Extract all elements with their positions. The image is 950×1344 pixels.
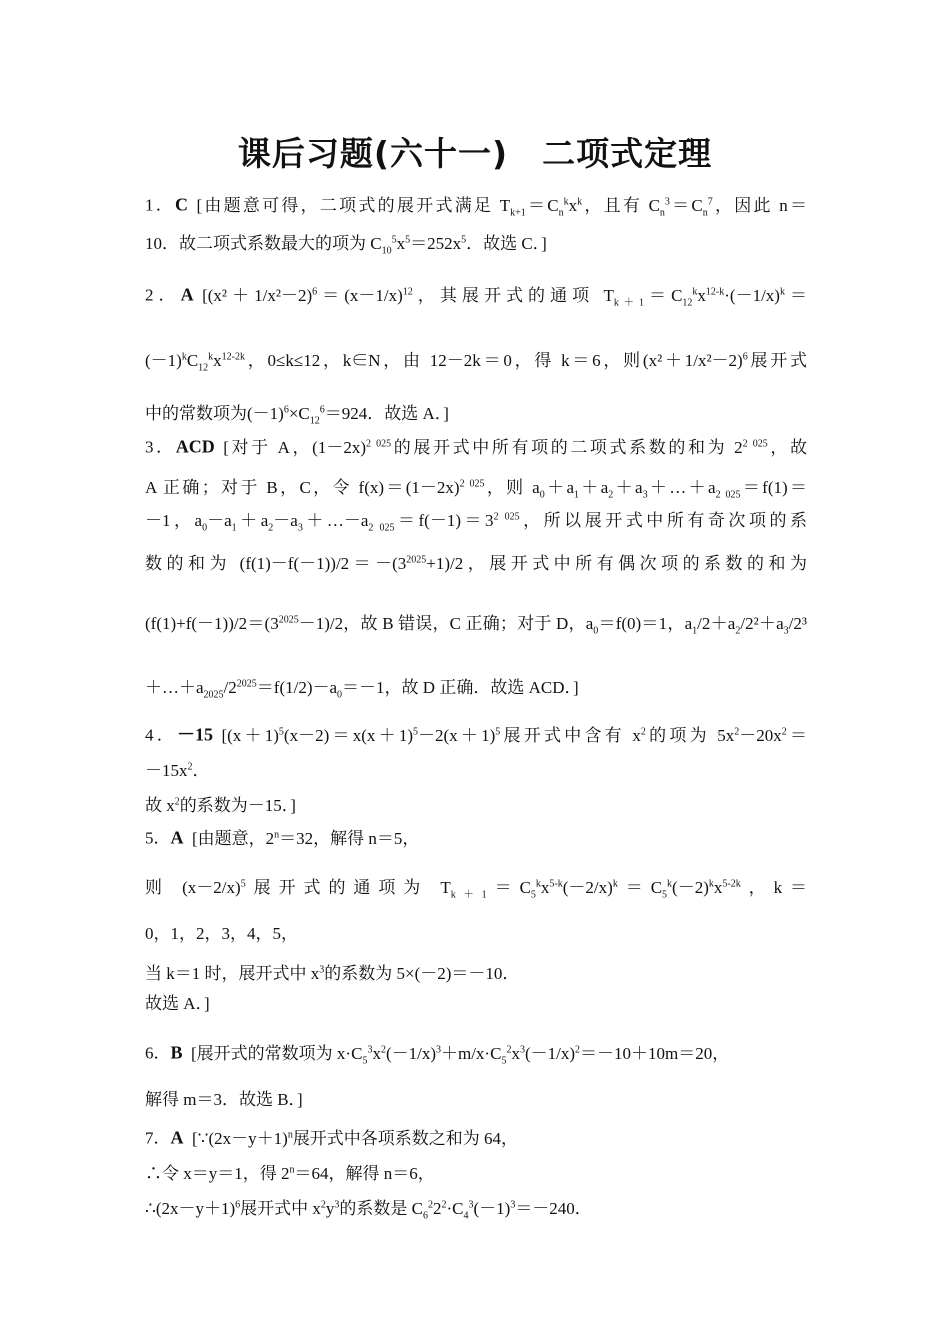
item-3-line-2 (145, 472, 807, 507)
item-5-line-1 (145, 823, 807, 851)
solution-text: A 正确；对于 B，C，令 $f(x)=(1-2x)^{2 025}$，则 $a_0+a_1+a_2+a_3+\dots+a_{2 025}=f(1)=$ (145, 477, 808, 501)
solution-text: 当 k＝1 时，展开式中 $x^3$的系数为 5×(－2)＝－10． (145, 963, 520, 983)
page-title: 课后习题(六十一) 二项式定理 (237, 134, 713, 173)
solution-text: $-15x^2$． (145, 760, 210, 780)
item-number: 2． (145, 285, 181, 305)
item-7-line-2 (145, 1158, 807, 1186)
item-5-line-2 (145, 872, 807, 907)
item-4-line-3 (145, 790, 807, 818)
item-3-line-1 (145, 432, 807, 460)
item-answer: A (170, 827, 184, 848)
solution-text: 故 $x^2$的系数为－15．] (145, 795, 296, 815)
item-3-line-5 (145, 608, 807, 643)
solution-text: 解得 m＝3．故选 B．] (145, 1090, 303, 1109)
item-answer: A (180, 284, 194, 305)
item-3-line-3 (145, 505, 807, 540)
solution-text: [对于 A，$(1-2x)^{2 025}$的展开式中所有项的二项式系数的和为 $2^{2 025}$，故 (223, 437, 808, 457)
item-2-line-1 (145, 280, 807, 315)
solution-text: 故选 A．] (145, 994, 210, 1013)
solution-text: [$(x+1)^5(x-2)=x(x+1)^5-2(x+1)^5$展开式中含有 $x^2$的项为 $5x^2-20x^2=$ (221, 725, 808, 745)
item-number: 4． (145, 725, 177, 745)
item-6-line-2 (145, 1088, 807, 1112)
item-5-line-4 (145, 958, 807, 986)
item-number: 5． (145, 828, 171, 848)
item-2-line-3 (145, 398, 807, 433)
solution-text: [由题意，$2^n=32$，解得 n＝5， (192, 828, 420, 848)
item-7-line-3 (145, 1193, 807, 1228)
solution-text: $(-1)^kC_{12}^kx^{12-2k}$，0≤k≤12，k∈N，由 12－2k＝0，得 k＝6，则$(x^2+1/x^2-2)^6$展开式 (145, 350, 807, 374)
solution-text: $\therefore(2x-y+1)^6$展开式中 $x^2y^3$的系数是 $C_6^22^2\cdot C_4^3(-1)^3=-240$． (145, 1198, 592, 1222)
item-answer: B (170, 1042, 183, 1063)
item-number: 3． (145, 437, 176, 457)
item-4-line-2 (145, 755, 807, 783)
item-number: 1． (145, 195, 176, 215)
item-1-line-2 (145, 228, 807, 263)
solution-text: 数的和为 $(f(1)-f(-1))/2=-(3^{2025}+1)/2$，展开式中所有偶次项的系数的和为 (145, 553, 807, 573)
solution-text: 0，1，2，3，4，5， (145, 924, 298, 943)
solution-text: －1，$a_0-a_1+a_2-a_3+\dots-a_{2 025}=f(-1)=3^{2 025}$，所以展开式中所有奇次项的系 (145, 510, 808, 534)
item-number: 6． (145, 1043, 171, 1063)
item-4-line-1 (145, 720, 807, 748)
solution-text: [$\because(2x-y+1)^n$展开式中各项系数之和为 64， (192, 1128, 519, 1148)
solution-text: 则 $(x-2/x)^5$展开式的通项为 $T_{k+1}=C_5^kx^{5-k}(-2/x)^k=C_5^k(-2)^kx^{5-2k}$，k＝ (145, 877, 808, 901)
item-3-line-6 (145, 672, 807, 707)
solution-text: [展开式的常数项为 $x\cdot C_5^3x^2(-1/x)^3+m/x\cdot C_5^2x^3(-1/x)^2=-10+10m=20$， (191, 1043, 730, 1067)
item-number: 7． (145, 1128, 171, 1148)
solution-text: ∴令 x＝y＝1，得 $2^n=64$，解得 n＝6， (145, 1163, 435, 1183)
item-7-line-1 (145, 1123, 807, 1151)
item-answer: ACD (175, 436, 215, 457)
item-answer: －15 (176, 724, 213, 745)
solution-text: [$(x^2+1/x^2-2)^6=(x-1/x)^{12}$，其展开式的通项 $T_{k+1}=C_{12}^kx^{12-k}\cdot(-1/x)^k=$ (202, 285, 808, 309)
solution-text: $+\dots+a_{2025}/2^{2025}=f(1/2)-a_0=-1$，故 D 正确．故选 ACD．] (145, 677, 579, 701)
item-1-line-1 (145, 190, 807, 225)
item-answer: A (170, 1127, 184, 1148)
item-6-line-1 (145, 1038, 807, 1073)
item-2-line-2 (145, 345, 807, 380)
item-5-line-3 (145, 922, 807, 946)
solution-text: [由题意可得，二项式的展开式满足 $T_{k+1}=C_n^kx^k$，且有 $C_n^3=C_n^7$，因此 n＝ (196, 195, 808, 219)
item-answer: C (175, 194, 189, 215)
solution-text: $(f(1)+f(-1))/2=(3^{2025}-1)/2$，故 B 错误，C 正确；对于 D，$a_0=f(0)=1$，$a_1/2+a_2/2^2+a_3/2^3$ (145, 613, 807, 637)
solution-text: 中的常数项为$(-1)^6\times C_{12}^6=924$．故选 A．] (145, 403, 449, 427)
solution-text: 10．故二项式系数最大的项为 $C_{10}^5x^5=252x^5$．故选 C．] (145, 233, 547, 257)
item-3-line-4 (145, 548, 807, 576)
item-5-line-5 (145, 992, 807, 1016)
